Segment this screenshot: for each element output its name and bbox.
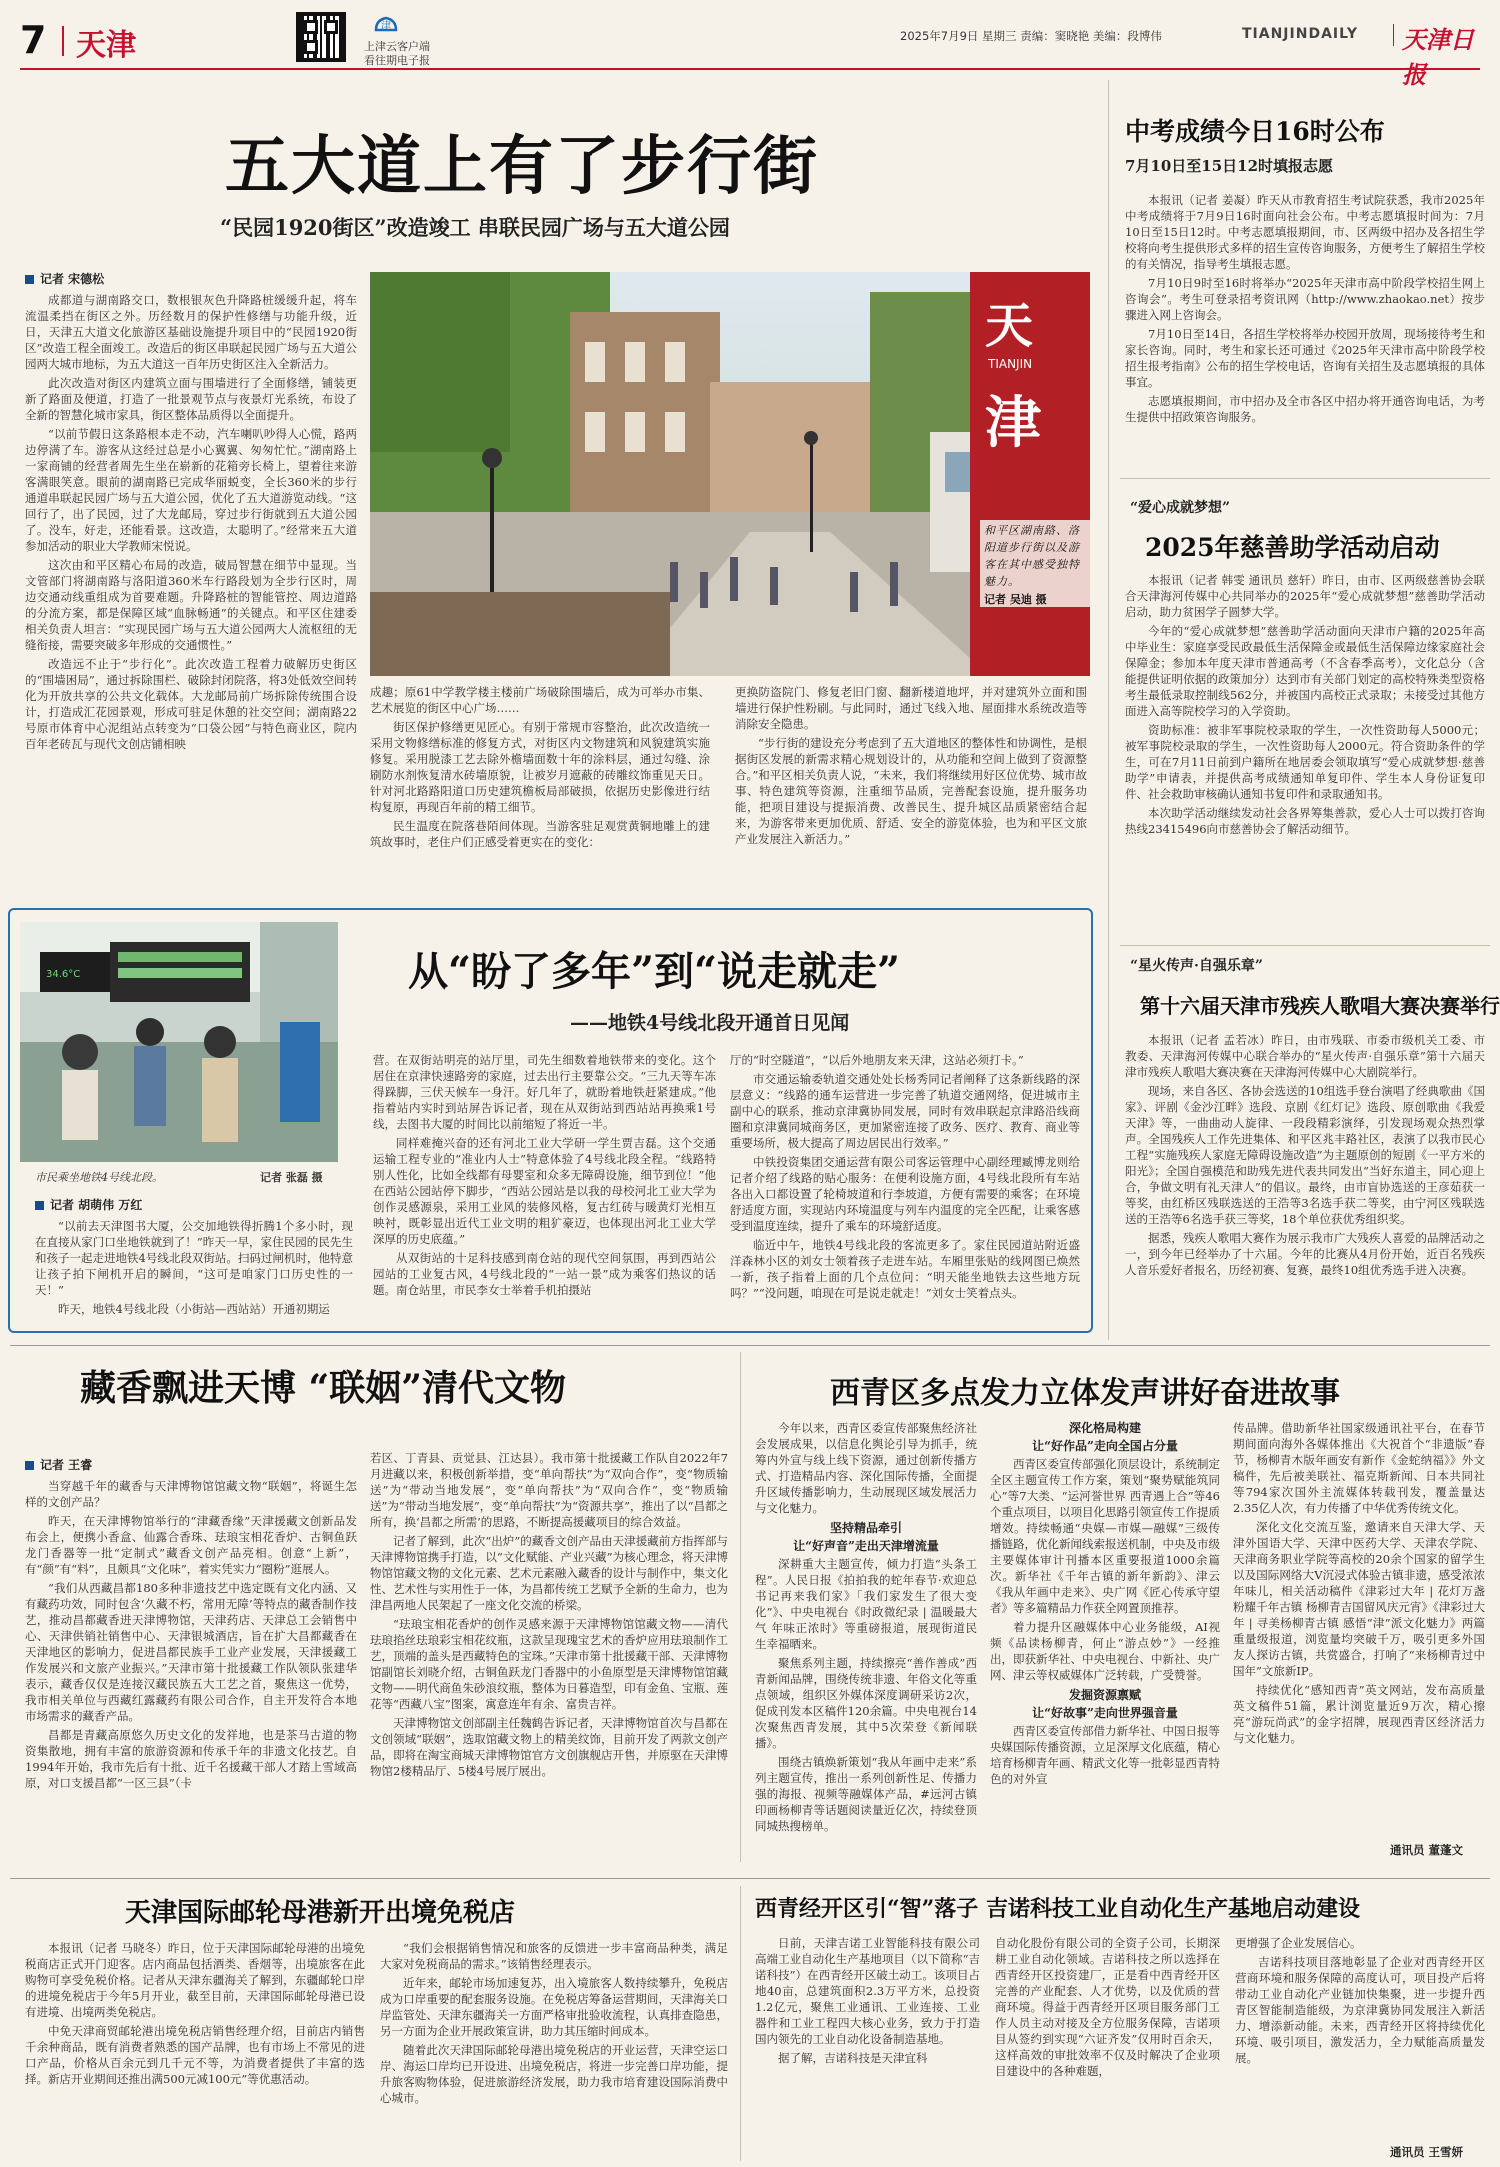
subsection-title: 让“好故事”走向世界强音量 [1032, 1706, 1178, 1720]
byline-marker [25, 1461, 34, 1470]
headline-cruise-dutyfree: 天津国际邮轮母港新开出境免税店 [125, 1898, 516, 1928]
article4-credit: 通讯员 董蓬文 [1390, 1843, 1464, 1857]
paragraph: “以前去天津图书大厦，公交加地铁得折腾1个多小时，现在直接从家门口坐地铁就到了！”昨天一早，家住民园的民先生和孩子一起走进地铁4号线北段双街站。扫码过闸机时，他特意让孩子拍下闸机开启的瞬间，“这可是咱家门口历史性的一天！” [35, 1219, 353, 1297]
metro-photo-caption: 市民乘坐地铁4号线北段。 [35, 1171, 163, 1184]
paragraph: 今年以来，西青区委宣传部聚焦经济社会发展成果，以信息化舆论引导为抓手，统筹内外宣与线上线下资源，通过创新传播方式、打造精品内容、深化国际传播，全面提升区域传播影响力，生动展现区域发展活力与文化魅力。 [755, 1421, 977, 1515]
paragraph: 随着此次天津国际邮轮母港出境免税店的开业运营，天津空运口岸、海运口岸均已开设进、出境免税店，将进一步完善口岸功能，提升旅客购物体验，促进旅游经济发展，助力我市培育建设国际消费中心城市。 [380, 2043, 728, 2105]
headline-xiqing-publicity: 西青区多点发力立体发声讲好奋进故事 [830, 1376, 1340, 1411]
paragraph: 天津博物馆文创部副主任魏鹤告诉记者，天津博物馆首次与昌都在文创领域“联姻”，选取馆藏文物上的精美纹饰，目前开发了两款文创产品，即将在淘宝商城天津博物馆官方文创旗舰店开售，并原驱在天津博物馆2楼精品厅、5楼4号展厅展出。 [370, 1716, 728, 1778]
subsection-kicker: 坚持精品牵引 [829, 1521, 902, 1535]
article1-column-3 [735, 684, 1087, 874]
paragraph: 民生温度在院落巷陌间体现。当游客驻足观赏黄铜地雕上的建筑故事时，老住户们正感受着更实在的变化： [370, 819, 710, 849]
article2-column-3 [730, 1052, 1080, 1324]
kicker-singing: “星火传声·自强乐章” [1130, 958, 1263, 974]
article5-column-1 [25, 1940, 365, 2160]
byline-marker [25, 275, 34, 284]
paragraph: 从双街站的十足科技感到南仓站的现代空间氛围，再到西站公园站的工业复古风，4号线北段的“一站一景”成为乘客们热议的话题。南仓站里，市民李女士举着手机拍摄站 [373, 1251, 716, 1297]
subheadline-walking-street: “民园1920街区”改造竣工 串联民园广场与五大道公园 [220, 215, 730, 240]
subsection-title: 让“好声音”走出天津增流量 [793, 1539, 939, 1553]
paragraph: 记者了解到，此次“出炉”的藏香文创产品由天津援藏前方指挥部与天津博物馆携手打造，以“文化赋能、产业兴藏”为核心理念，将天津博物馆馆藏文物的文化元素、艺术元素融入藏香的设计与制作中，集文化性、艺术性与实用性于一体，为昌都传统工艺赋予全新的生命力，也为津昌两地人民架起了一座文化交流的桥梁。 [370, 1534, 728, 1612]
paragraph: 今年的“爱心成就梦想”慈善助学活动面向天津市户籍的2025年高中毕业生：家庭享受民政最低生活保障金或最低生活保障边缘家庭社会保障金；参加本年度天津市普通高考（不含春季高考），文化总分（含能提供证明依据的政策加分）达到市有关部门划定的高校特殊类型资格考生最低录取控制线562分，并被国内高校正式录取；未接受过其他方面进入高等院校学习的入学资助。 [1125, 624, 1485, 718]
section-name: 天津 [76, 28, 136, 63]
paragraph: 营。在双街站明亮的站厅里，司先生细数着地铁带来的变化。这个居住在京津快速路旁的家庭，过去出行主要靠公交。“三九天等车冻得跺脚，三伏天候车一身汗。好几年了，就盼着地铁赶紧建成。”他指着站内实时到站屏告诉记者，现在从双街站到西站站再换乘1号线，去图书大厦的时间比以前缩短了将近一半。 [373, 1053, 716, 1131]
subheadline-metro: ——地铁4号线北段开通首日见闻 [570, 1012, 850, 1034]
paragraph: 这次由和平区精心布局的改造，破局智慧在细节中显现。当文管部门将湖南路与洛阳道360米车行路段划为全步行区时，周边交通动线重组成为首要难题。升降路桩的智能管控、周边道路的分流方案，都是保障区域“血脉畅通”的关键点。和平区住建委相关负责人坦言：“实现民园广场与五大道公园两大人流枢纽的无缝衔接，需要突破多年形成的交通惯性。” [25, 558, 357, 652]
headline-tibetan-incense: 藏香飘进天博 “联姻”清代文物 [80, 1367, 566, 1409]
masthead-divider [62, 26, 64, 56]
svg-text:TIANJIN: TIANJIN [988, 357, 1033, 371]
paragraph: 同样难掩兴奋的还有河北工业大学研一学生贾吉磊。这个交通运输工程专业的“准业内人士”特意体验了4号线北段全程。“线路特别人性化，比如全线都有母婴室和众多无障碍设施，细节到位！”他在西站公园站停下脚步，“西站公园站是以我的母校河北工业大学为创作灵感源泉，采用工业风的装修风格，复古红砖与暖黄灯光相互映衬，既彰显出近代工业文明的粗犷豪迈，也体现出河北工业大学深厚的历史底蕴。” [373, 1136, 716, 1246]
tianjin-cloud-icon [372, 12, 400, 36]
paragraph: 成趣；原61中学教学楼主楼前广场破除围墙后，成为可举办市集、艺术展览的街区中心广场…… [370, 685, 710, 715]
paragraph: 此次改造对街区内建筑立面与围墙进行了全面修缮，铺装更新了路面及便道，打造了一批景观节点与夜景灯光系统，布设了全新的智慧化城市家具，街区整体品质得以全面提升。 [25, 376, 357, 422]
paragraph: 据了解，吉诺科技是天津宜科 [778, 2051, 928, 2065]
byline-reporter: 记者 宋德松 [40, 272, 105, 286]
paragraph: 日前，天津吉诺工业智能科技有限公司高端工业自动化生产基地项目（以下简称“吉诺科技”）在西青经开区破土动工。该项目占地40亩，总建筑面积2.3万平方米，总投资1.2亿元，聚焦工业通讯、工业连接、工业器件和工业工程四大核心业务，致力于打造国内领先的工业自动化设备制造基地。 [755, 1936, 980, 2046]
article1-column-2 [370, 684, 710, 874]
article3-column-1 [25, 1478, 357, 1868]
section-divider [10, 1878, 1490, 1879]
paragraph: 资助标准：被非军事院校录取的学生，一次性资助每人5000元；被军事院校录取的学生，一次性资助每人2000元。符合资助条件的学生，可在7月11日前到户籍所在地居委会领取填写“爱心成就梦想·慈善助学”申请表，并提供高考成绩通知单复印件、学生本人身份证复印件、社会救助审核确认通知书复印件和录取通知书。 [1125, 723, 1485, 801]
subsection-title: 让“好作品”走向全国占分量 [1032, 1439, 1178, 1453]
paragraph: “步行街的建设充分考虑到了五大道地区的整体性和协调性，是根据街区发展的新需求精心规划设计的，从功能和空间上做到了资源整合。”和平区相关负责人说，“未来，我们将继续用好区位优势、城市故事、特色建筑等资源，注重细节品质，完善配套设施，提升服务功能，把项目建设与提振消费、改善民生、提升城区品质紧密结合起来，为游客带来更加优质、舒适、安全的游览体验，也为和平区文旅产业发展注入新活力。” [735, 736, 1087, 846]
paragraph: 据悉，残疾人歌唱大赛作为展示我市广大残疾人喜爱的品牌活动之一，到今年已经举办了十六届。今年的比赛从4月份开始，近百名残疾人音乐爱好者报名，历经初赛、复赛，最终10组优秀选手进入决赛。 [1125, 1231, 1485, 1277]
paragraph: 着力提升区融媒体中心业务能级，AI视频《品读杨柳青，何止“游点妙”》一经推出，即获新华社、中央电视台、中新社、央广网、津云等权威媒体广泛转载，广受赞誉。 [990, 1620, 1220, 1682]
byline-reporter: 记者 胡萌伟 万红 [50, 1198, 143, 1212]
article1-column-1 [25, 292, 357, 872]
svg-text:天: 天 [985, 298, 1034, 354]
article4-column-1 [755, 1420, 977, 1860]
paragraph: 近年来，邮轮市场加速复苏，出入境旅客人数持续攀升，免税店成为口岸重要的配套服务设施。在免税店筹备运营期间，天津海关口岸监管处、天津东疆海关一方面严格审批验收流程，认真排查隐患，另一方面为企业开展政策宣讲，助力其压缩时间成本。 [380, 1976, 728, 2038]
paragraph: 现场，来自各区、各协会选送的10组选手登台演唱了经典歌曲《国家》、评剧《金沙江畔》选段、京剧《红灯记》选段、原创歌曲《我爱天津》等，一曲曲动人旋律、一段段精彩演绎，引发现场观众热烈掌声。全国残疾人工作先进集体、和平区兆丰路社区，表演了以我市民心工程“实施残疾人家庭无障碍设施改造”为主题原创的短剧《一平方米的阳光》；全国自强模范和助残先进代表共同发出“当好东道主，同心迎上合，争做文明有礼天津人”的倡议。最终，由市盲协选送的王彦茹获一等奖，由红桥区残联选送的王浩等3名选手获二等奖，由宁河区残联选送的王浩等6名选手获三等奖，18个单位获优秀组织奖。 [1125, 1084, 1485, 1226]
paragraph: 中铁投资集团交通运营有限公司客运管理中心副经理臧博龙则给记者介绍了线路的贴心服务：在便利设施方面，4号线北段所有车站各出入口都设置了轮椅坡道和行李坡道，方便有需要的乘客；在环境舒适度方面，实现站内环境温度与列车内温度的完全匹配，让乘客感受到温度连续，提升了乘车的环境舒适度。 [730, 1155, 1080, 1233]
brand-logo: 天津日报 [1402, 25, 1474, 89]
article6-column-3 [1235, 1935, 1485, 2140]
paragraph: 围绕古镇焕新策划“我从年画中走来”系列主题宣传，推出一系列创新性足、传播力强的海报、视频等融媒体产品，#远河古镇印画杨柳青等话题阅读量近亿次，持续登顶同城热搜榜单。 [755, 1755, 977, 1833]
paragraph: 街区保护修缮更见匠心。有别于常规市容整治，此次改造统一采用文物修缮标准的修复方式，对街区内文物建筑和风貌建筑实施修复。采用脱漆工艺去除外檐墙面数十年的涂料层，通过勾缝、涂刷防水剂恢复清水砖墙原貌，让被岁月遮蔽的砖雕纹饰重见天日。针对河北路路阳道口历史建筑檐板局部破损，依据历史影像进行结构复原，再现百年前的精工细节。 [370, 720, 710, 814]
svg-text:津: 津 [985, 390, 1041, 456]
byline-marker [35, 1201, 44, 1210]
paragraph: 厅的“时空隧道”，“以后外地朋友来天津，这站必须打卡。” [730, 1053, 1024, 1067]
paragraph: 深化文化交流互鉴，邀请来自天津大学、天津外国语大学、天津中医药大学、天津农学院、天津商务职业学院等高校的20余个国家的留学生以及国际网络大V沉浸式体验古镇非遗，感受浓浓年味儿，相关活动稿件《津彩过大年 | 花灯万盏粉耀千年古镇 杨柳青吉国留风庆元宵》《津彩过大年 | 寻美杨柳青古镇 感悟“津”派文化魅力》两篇重量级报道，浏览量均突破千万，吸引更多外国友人探访古镇，共赏盛合，打响了“来杨柳青过中国年”文旅新IP。 [1233, 1520, 1485, 1678]
article6-credit: 通讯员 王雪妍 [1390, 2145, 1464, 2159]
masthead [20, 8, 1480, 89]
date-editor-info: 2025年7月9日 星期三 责编：窦晓艳 美编：段博伟 [900, 29, 1162, 43]
paragraph: 聚焦系列主题，持续擦亮“善作善成”西青新闻品牌，围绕传统非遗、年俗文化等重点领域，组织区外媒体深度调研采访2次，促成刊发本区稿件120余篇。中央电视台14次聚焦西青发展，其中5次荣登《新闻联播》。 [755, 1656, 977, 1750]
paragraph: 昨天，地铁4号线北段（小街站—西站站）开通初期运 [58, 1302, 330, 1316]
paragraph: 市交通运输委轨道交通处处长杨秀同记者阐释了这条新线路的深层意义：“线路的通车运营进一步完善了轨道交通网络，促进城市主副中心的联系，推动京津冀协同发展，同时有效串联起京津路沿线商圈和京津冀同城商务区，更加紧密连接了政务、医疗、教育、商业等重要场所，极大提高了周边居民出行效率。” [730, 1072, 1080, 1150]
paragraph: 本报讯（记者 马晓冬）昨日，位于天津国际邮轮母港的出境免税商店正式开门迎客。店内商品包括酒类、香烟等，出境旅客在此购物可享受免税价格。记者从天津东疆海关了解到，东疆邮轮口岸的进境免税店于今年5月开业，截至目前，天津国际邮轮母港已设有进境、出境两类免税店。 [25, 1941, 365, 2019]
column-rule [740, 1886, 741, 2161]
article3-column-2 [370, 1450, 728, 1868]
section-divider [10, 1345, 1490, 1346]
zhongkao-body [1125, 192, 1485, 462]
qr-code[interactable] [296, 12, 346, 62]
brand-divider [1393, 24, 1394, 46]
paragraph: 昌都是青藏高原悠久历史文化的发祥地，也是茶马古道的物资集散地，拥有丰富的旅游资源和传承千年的非遗文化技艺。自1994年开始，我市先后有十批、近千名援藏干部人才踏上雪域高原，对口支援昌都“一区三县”（卡 [25, 1728, 357, 1790]
headline-zhongkao: 中考成绩今日16时公布 [1125, 117, 1385, 146]
headline-charity: 2025年慈善助学活动启动 [1145, 533, 1440, 562]
paragraph: 更换防盗院门、修复老旧门窗、翻新楼道地坪，并对建筑外立面和围墙进行保护性粉刷。与此同时，通过飞线入地、屋面排水系统改造等消除安全隐患。 [735, 685, 1087, 731]
headline-jinuo-tech: 西青经开区引“智”落子 吉诺科技工业自动化生产基地启动建设 [755, 1896, 1360, 1922]
divider [1120, 478, 1490, 479]
metro-photo-credit: 记者 张磊 摄 [260, 1171, 323, 1184]
article4-column-2 [990, 1420, 1220, 1860]
byline-reporter: 记者 王睿 [40, 1458, 93, 1472]
photo-credit: 记者 吴迪 摄 [980, 592, 1090, 607]
paragraph: 吉诺科技项目落地彰显了企业对西青经开区营商环境和服务保障的高度认可，项目投产后将带动工业自动化产业链加快集聚，进一步提升西青区智能制造能级，为京津冀协同发展注入新活力、增添新动能。未来，西青经开区将持续优化环境、吸引项目，激发活力，全力赋能高质量发展。 [1235, 1955, 1485, 2065]
paragraph: “我们会根据销售情况和旅客的反馈进一步丰富商品种类，满足大家对免税商品的需求。”该销售经理表示。 [380, 1941, 728, 1971]
metro-photo [20, 922, 338, 1162]
paragraph: 改造远不止于“步行化”。此次改造工程着力破解历史街区的“围墙困局”，通过拆除围栏、破除封闭院落，将3处低效空间转化为开放共享的公共文化载体。大龙邮局前广场拆除传统围合设计，打造成汇花园景观，形成可驻足休憩的社交空间；湖南路22号原市体育中心泥组站点转变为“口袋公园”与特色商业区，院内百年老砖瓦与现代文创店铺相映 [25, 657, 357, 751]
paragraph: 本次助学活动继续发动社会各界筹集善款，爱心人士可以拨打咨询热线23415496向市慈善协会了解活动细节。 [1125, 806, 1485, 836]
singing-body [1125, 1032, 1485, 1332]
article2-column-1 [35, 1218, 353, 1326]
paragraph: 若区、丁青县、贡觉县、江达县）。我市第十批援藏工作队自2022年7月进藏以来，积极创新举措，变“单向帮扶”为“双向合作”，变“物质输送”为“带动当地发展”，变“单向帮扶”为“双向合作”，变“物质输送”为“带动当地发展”，变“单向帮扶”为“资源共享”，推出了以“昌都之所有，换‘昌都之所需’的思路，不断提高援藏项目的综合效益。 [370, 1451, 728, 1529]
paragraph: 成都道与湖南路交口，数根银灰色升降路桩缓缓升起，将车流温柔挡在街区之外。历经数月的保护性修缮与功能升级，近日，天津五大道文化旅游区基础设施提升项目中的“民园1920街区”改造工程全面竣工。改造后的街区串联起民园广场与五大道公园两大城市地标，为五大道这一百年历史街区注入全新活力。 [25, 293, 357, 371]
paragraph: 临近中午，地铁4号线北段的客流更多了。家住民园道站附近盛洋森林小区的刘女士领着孩子走进车站。车厢里张贴的线网图已焕然一新，孩子指着上面的几个点位问：“明天能坐地铁去这些地方玩吗？”“没问题，咱现在可是说走就走！”刘女士笑着点头。 [730, 1238, 1080, 1300]
paragraph: 传品牌。借助新华社国家级通讯社平台，在春节期间面向海外各媒体推出《大祝首个“非遗版”春节，杨柳青木版年画安有新作《金蛇纳福》》外文稿件，先后被美联社、福克斯新闻、日本共同社等794家次国外主流媒体转载刊发，覆盖量达2.35亿人次，有力传播了中华优秀传统文化。 [1233, 1421, 1485, 1515]
paragraph: 本报讯（记者 韩雯 通讯员 慈轩）昨日，由市、区两级慈善协会联合天津海河传媒中心共同举办的2025年“爱心成就梦想”慈善助学活动启动，助力贫困学子圆梦大学。 [1125, 573, 1485, 619]
paragraph: “珐琅宝相花香炉的创作灵感来源于天津博物馆馆藏文物——清代珐琅掐丝珐琅彩宝相花纹瓶，这款呈现瑰宝艺术的香炉应用珐琅制作工艺，顶端的盖头是西藏特色的宝珠。”天津市第十批援藏干部、天津博物馆副馆长刘晓介绍，古铜鱼跃龙门香器中的小鱼原型是天津博物馆馆藏文物——明代商鱼朱砂浪纹瓶，整体为日暮造型，印有金鱼、宝瓶、莲花等“西藏八宝”图案，寓意连年有余、富贵吉祥。 [370, 1617, 728, 1711]
qr-label-epaper: 看往期电子报 [364, 54, 430, 67]
kicker-charity: “爱心成就梦想” [1130, 500, 1231, 516]
paragraph: 自动化股份有限公司的全资子公司，长期深耕工业自动化领域。吉诺科技之所以选择在西青经开区投资建厂，正是看中西青经开区完善的产业配套、人才优势，以及优质的营商环境。得益于西青经开区项目服务部门工作人员主动对接及全方位服务保障，吉诺项目从签约到实现“六证齐发”仅用时百余天，这样高效的审批效率不仅及时解决了企业项目建设中的各种难题， [995, 1936, 1220, 2078]
paragraph: 西青区委宣传部借力新华社、中国日报等央媒国际传播资源，立足深厚文化底蕴，精心培育杨柳青年画、精武文化等一批彰显西青特色的对外宣 [990, 1724, 1220, 1786]
article5-column-2 [380, 1940, 728, 2160]
byline-metro [35, 1196, 142, 1213]
svg-text:津: 津 [381, 21, 391, 32]
article6-column-2 [995, 1935, 1220, 2160]
subheadline-zhongkao: 7月10日至15日12时填报志愿 [1125, 157, 1334, 175]
paragraph: 持续优化“感知西青”英文网站，发布高质量英文稿件51篇，累计浏览量近9万次，精心擦亮“游玩尚武”的金字招牌，展现西青区经济活力与文化魅力。 [1233, 1683, 1485, 1745]
paragraph: 深耕重大主题宣传，倾力打造“头条工程”。人民日报《拍拍我的蛇年春节·欢迎总书记再来我们家》「我们家发生了很大变化”》、中央电视台《时政微纪录 | 温暖最大气 年味正浓时》等重磅报道，展现街道民生幸福晒来。 [755, 1557, 977, 1651]
svg-text:34.6°C: 34.6°C [46, 969, 81, 980]
article6-column-1 [755, 1935, 980, 2160]
qr-label-app: 上津云客户端 [364, 40, 430, 53]
photo-caption: 和平区湖南路、洛阳道步行街以及游客在其中感受独特魅力。 [980, 520, 1090, 592]
headline-walking-street: 五大道上有了步行街 [225, 129, 819, 204]
byline-walking-street [25, 270, 104, 287]
paragraph: 中免天津商贸邮轮港出境免税店销售经理介绍，目前店内销售千余种商品，既有消费者熟悉的国产品牌，也有市场上不常见的进口产品，价格从百余元到几千元不等，为消费者提供了丰富的选择。新店开业期间还推出满500元减100元”等优惠活动。 [25, 2024, 365, 2086]
paragraph: “我们从西藏昌都180多种非遗技艺中选定既有文化内涵、又有藏药功效，同时包含‘久藏不朽，常用无障’等特点的藏香制作技艺，推动昌都藏香进天津博物馆，天津药店、天津总工会销售中心、天津供销社销售中心、天津银城酒店，旨在扩大昌都藏香在天津地区的影响力，促进昌都民族手工业产业发展，天津援藏工作发展兴和文旅产业振兴。”天津市第十批援藏工作队领队张建华表示，藏香仅仅是连接汉藏民族五大工艺之首，聚焦这一优势，我市相关单位与西藏红露藏药有限公司合作，自主开发符合本地市场需求的藏香产品。 [25, 1581, 357, 1723]
article4-column-3 [1233, 1420, 1485, 1830]
paragraph: 7月10日至14日，各招生学校将举办校园开放周，现场接待考生和家长咨询。同时，考生和家长还可通过《2025年天津市高中阶段学校招生报考指南》公布的招生学校电话，咨询有关招生及志愿填报的具体事宜。 [1125, 327, 1485, 389]
paragraph: 当穿越千年的藏香与天津博物馆馆藏文物“联姻”，将诞生怎样的文创产品？ [25, 1479, 357, 1509]
page-number: 7 [20, 18, 47, 62]
paragraph: 志愿填报期间，市中招办及全市各区中招办将开通咨询电话，为考生提供中招政策咨询服务。 [1125, 394, 1485, 424]
subsection-kicker: 发掘资源禀赋 [1068, 1688, 1141, 1702]
paragraph: 西青区委宣传部强化顶层设计，系统制定全区主题宣传工作方案，策划“聚势赋能筑同心”等7大类、“运河誉世界 西青遇上合”等46个重点项目，以项目化思路引领宣传工作提质增效。持续畅通“央媒—市媒—融媒”三级传播链路，优化新闻线索报送机制，中央及市级主要媒体审计刊播本区重要报道1000余篇次。新华社《千年古镇的新年新韵》、津云《我从年画中走来》、央广网《匠心传承守望者》等多篇精品力作获全网置顶推荐。 [990, 1457, 1220, 1615]
paragraph: 昨天，在天津博物馆举行的“津藏香缘”天津援藏文创新品发布会上，便携小香盒、仙露合香珠、珐琅宝相花香炉、古铜鱼跃龙门香器等一批“定制式”藏香文创产品亮相。创意“上新”，有“颜”有“料”，且颇具“文化味”，着实凭实力“圈粉”逛展人。 [25, 1514, 357, 1576]
paragraph: 本报讯（记者 孟若冰）昨日，由市残联、市委市级机关工委、市教委、天津海河传媒中心联合举办的“星火传声·自强乐章”第十六届天津市残疾人歌唱大赛决赛在天津海河传媒中心大剧院举行。 [1125, 1033, 1485, 1079]
subsection-kicker: 深化格局构建 [1068, 1421, 1141, 1435]
paragraph: 7月10日9时至16时将举办“2025年天津市高中阶段学校招生网上咨询会”。考生可登录招考资讯网（http://www.zhaokao.net）按步骤进入网上咨询会。 [1125, 276, 1485, 322]
divider [1120, 945, 1490, 946]
paragraph: 本报讯（记者 姜凝）昨天从市教育招生考试院获悉，我市2025年中考成绩将于7月9日16时面向社会公布。中考志愿填报时间为：7月10日至15日12时。中考志愿填报期间，市、区两级中招办及各招生学校将向考生提供形式多样的招生宣传咨询服务，方便考生了解招生学校的有关情况，指导考生填报志愿。 [1125, 193, 1485, 271]
brand-english: TIANJINDAILY [1242, 26, 1358, 42]
paragraph: 更增强了企业发展信心。 [1235, 1936, 1362, 1950]
headline-singing: 第十六届天津市残疾人歌唱大赛决赛举行 [1140, 994, 1500, 1018]
article2-column-2 [373, 1052, 716, 1324]
photo-caption-block [980, 520, 1090, 670]
charity-body [1125, 572, 1485, 952]
column-rule [1108, 80, 1109, 1340]
paragraph: “以前节假日这条路根本走不动，汽车喇叭吵得人心慌，路两边停满了车。游客从这经过总是小心翼翼、匆匆忙忙。”湖南路上一家商铺的经营者周先生坐在崭新的花箱旁长椅上，望着往来游客满眼笑意。眼前的湖南路已完成华丽蜕变，全长360米的步行通道串联起民园广场与五大道公园，优化了五大道游览动线。“这回行了，出了民园，过了大龙邮局，穿过步行街就到五大道公园了。没车，好走，还能看景。这改造，太聪明了。”经常来五大道参加活动的职业大学教师宋悦说。 [25, 427, 357, 553]
byline-tibetan-incense [25, 1456, 92, 1473]
headline-metro: 从“盼了多年”到“说走就走” [408, 948, 901, 995]
column-rule [740, 1352, 741, 1862]
